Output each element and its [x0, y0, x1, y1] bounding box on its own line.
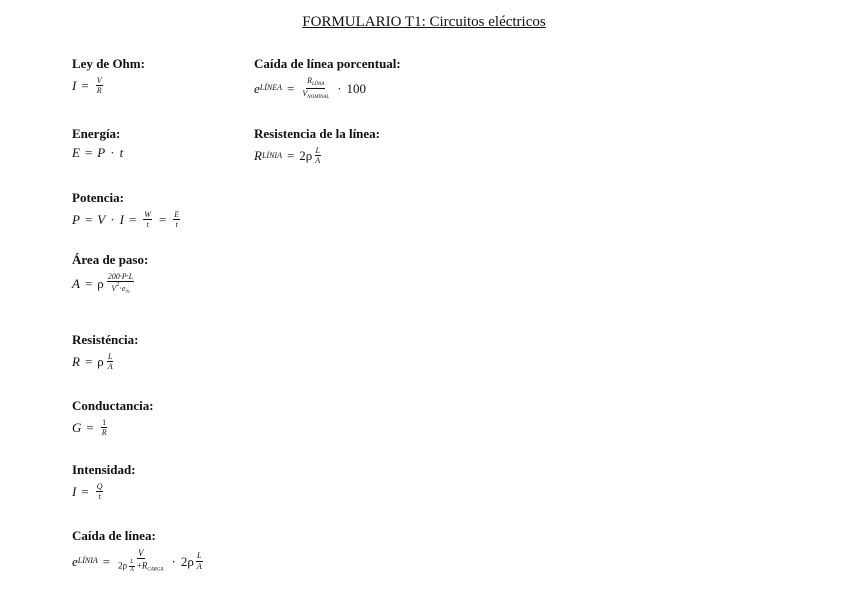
fraction: $\frac{W}{t}$ [144, 210, 151, 230]
heading-resistencia: Resisténcia: [72, 332, 139, 347]
fraction: $\frac{R_{LÍNIA}}{V_{NOMINAL}}$ [302, 76, 330, 100]
fraction: $\frac{L}{A}$ [196, 551, 202, 571]
formula-potencia: P = V · I = $\frac{W}{t}$ = $\frac{E}{t}$ [72, 210, 180, 230]
heading-energia: Energía: [72, 126, 121, 141]
formula-caida-porcentual: e LÍNEA = $\frac{R_{LÍNIA}}{V_{NOMINAL}}$ · 100 [254, 76, 367, 100]
fraction: V 2ρ $\frac{L}{A}$ $+R_{CARGA}$ [118, 548, 164, 574]
heading-potencia: Potencia: [72, 190, 124, 205]
fraction: $\frac{V}{R}$ [96, 76, 102, 96]
formula-ohm: I = $\frac{V}{R}$ [72, 76, 102, 96]
formula-intensidad: I = $\frac{Q}{t}$ [72, 482, 103, 502]
formula-caida-linea: e LÍNIA = V 2ρ $\frac{L}{A}$ $+R_{CARGA}$ · 2ρ $\frac{L}{A}$ [72, 548, 202, 574]
heading-area: Área de paso: [72, 252, 149, 267]
section-resistencia-linea [254, 126, 380, 165]
fraction: $\frac{L}{A}$ [107, 352, 113, 372]
heading-conductancia: Conductancia: [72, 398, 154, 413]
fraction: $\frac{L}{A}$ [315, 146, 321, 166]
section-potencia [72, 190, 182, 229]
heading-caida-porcentual: Caída de línea porcentual: [254, 56, 401, 71]
formula-conductancia: G = $\frac{1}{R}$ [72, 418, 107, 438]
section-resistencia [72, 332, 138, 371]
section-conductancia [72, 398, 154, 437]
page-title: FORMULARIO T1: Circuitos eléctricos [302, 14, 546, 30]
section-caida-porcentual [254, 56, 401, 101]
heading-ohm: Ley de Ohm: [72, 56, 145, 71]
fraction: $\frac{1}{R}$ [101, 418, 107, 438]
section-area [72, 252, 148, 296]
fraction: $\frac{200\cdot P\cdot L}{V^2\cdot e_{\%}}$ [107, 272, 134, 296]
section-energia [72, 126, 123, 159]
section-caida-linea [72, 528, 205, 574]
formula-energia: E = P · t [72, 145, 124, 160]
heading-intensidad: Intensidad: [72, 462, 136, 477]
formula-resistencia: R = ρ $\frac{L}{A}$ [72, 352, 113, 372]
fraction: $\frac{Q}{t}$ [96, 482, 103, 502]
section-ohm [72, 56, 145, 95]
section-intensidad [72, 462, 136, 501]
formula-area: A = ρ $\frac{200\cdot P\cdot L}{V^2\cdot e_{\%}}$ [72, 272, 134, 296]
heading-resistencia-linea: Resistencia de la línea: [254, 126, 381, 141]
fraction: $\frac{E}{t}$ [174, 210, 180, 230]
formula-resistencia-linea: R LÍNIA = 2ρ $\frac{L}{A}$ [254, 146, 321, 166]
heading-caida-linea: Caída de línea: [72, 528, 156, 543]
